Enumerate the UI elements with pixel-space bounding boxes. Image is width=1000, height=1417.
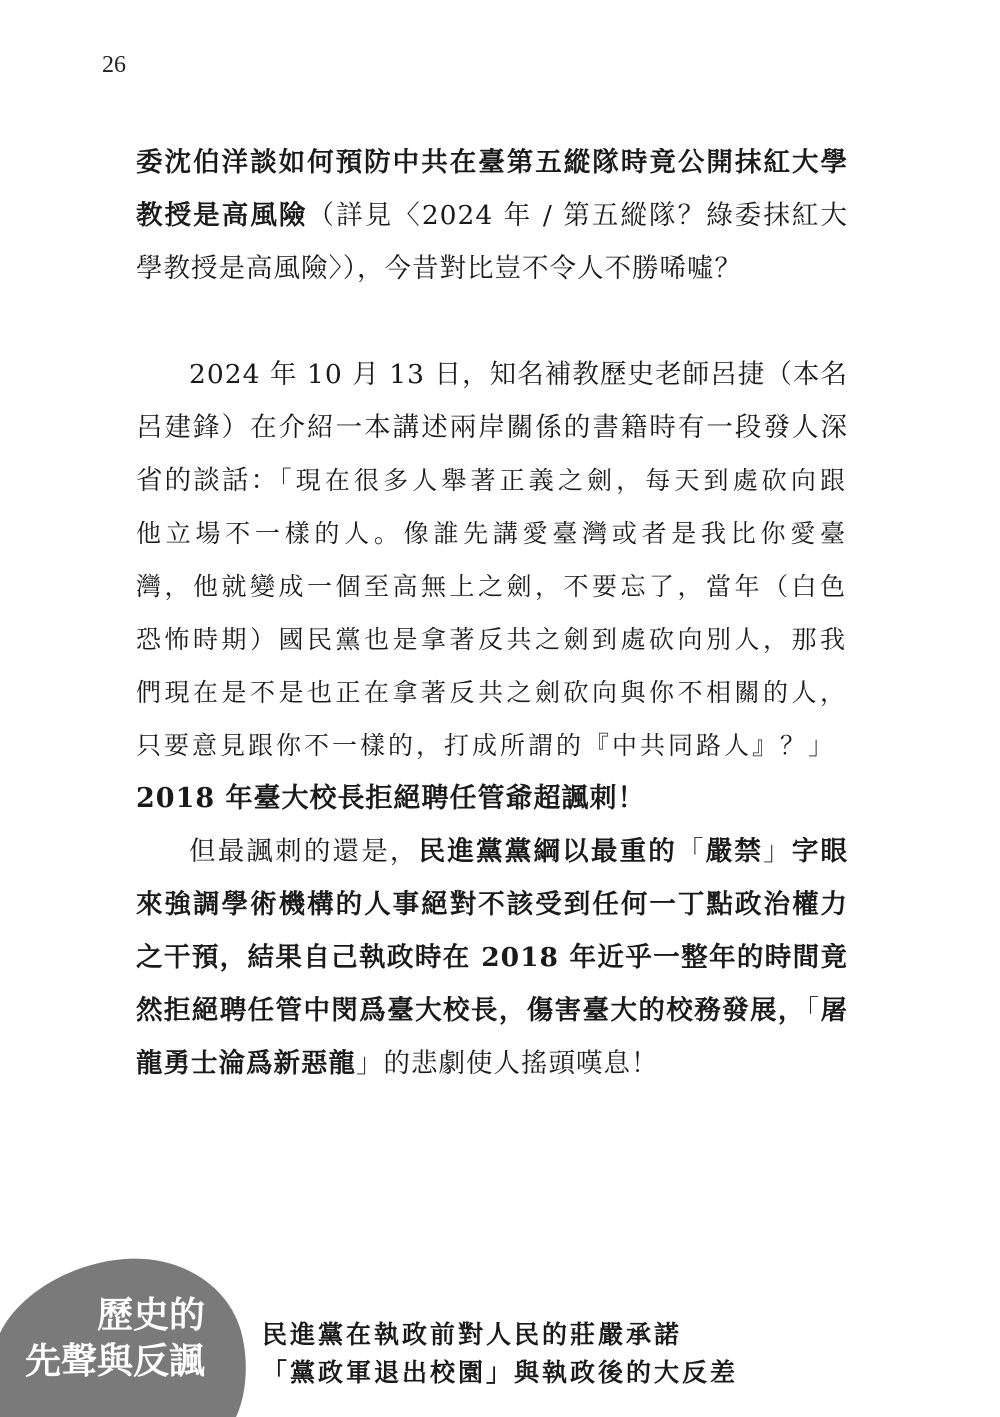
main-content [136, 136, 848, 1090]
section-heading: 2018 年臺大校長拒絕聘任管爺超諷刺！ [136, 783, 646, 814]
paragraph-3-bold-2: 嚴禁 [705, 836, 764, 867]
paragraph-1-text: （詳見〈2024 年 / 第五縱隊？綠委抹紅大學教授是高風險〉），今昔對比豈不令人不勝唏噓？ [136, 200, 849, 284]
paragraph-3-bold-4: 屠龍勇士淪爲新惡龍 [136, 995, 849, 1079]
chapter-title-line-2: 「黨政軍退出校園」與執政後的大反差 [262, 1358, 739, 1387]
paragraph-2-intro: 2024 年 10 月 13 日，知名補教歷史老師呂捷（本名呂建鋒）在介紹一本講述兩岸關係的書籍時有一段發人深省的談話： [136, 359, 848, 496]
paragraph-1-bold: 委沈伯洋談如何預防中共在臺第五縱隊時竟公開抹紅大學教授是高風險 [136, 147, 848, 231]
paragraph-3-text-5: 」的悲劇使人搖頭嘆息！ [356, 1048, 659, 1079]
paragraph-1 [136, 136, 848, 295]
paragraph-3 [136, 825, 848, 1090]
chapter-title-line-1: 民進黨在執政前對人民的莊嚴承諾 [262, 1320, 683, 1349]
series-title-line-1: 歷史的 [96, 1294, 205, 1336]
paragraph-3-bold-3: 字眼來強調學術機構的人事絕對不該受到任何一丁點政治權力之干預，結果自己執政時在 2018 年近乎一整年的時間竟然拒絕聘任管中閔爲臺大校長，傷害臺大的校務發展， [136, 836, 849, 1026]
paragraph-3-text-2: 「 [676, 836, 706, 867]
series-title-line-2: 先聲與反諷 [24, 1340, 205, 1382]
page-number: 26 [102, 52, 126, 78]
series-title [0, 1292, 205, 1384]
paragraph-2-quote: 「現在很多人舉著正義之劍，每天到處砍向跟他立場不一樣的人。像誰先講愛臺灣或者是我比你愛臺灣，他就變成一個至高無上之劍，不要忘了，當年（白色恐怖時期）國民黨也是拿著反共之劍到處砍向別人，那我們現在是不是也正在拿著反共之劍砍向與你不相關的人，只要意見跟你不一樣的，打成所謂的『中共同路人』？」 [136, 466, 848, 760]
paragraph-3-bold-1: 民進黨黨綱以最重的 [418, 836, 677, 867]
paragraph-2 [136, 348, 848, 772]
chapter-title [262, 1316, 738, 1392]
paragraph-3-text-4: 「 [805, 995, 821, 1026]
paragraph-3-text-3: 」 [763, 836, 792, 867]
paragraph-3-text-1: 但最諷刺的還是， [189, 836, 419, 867]
